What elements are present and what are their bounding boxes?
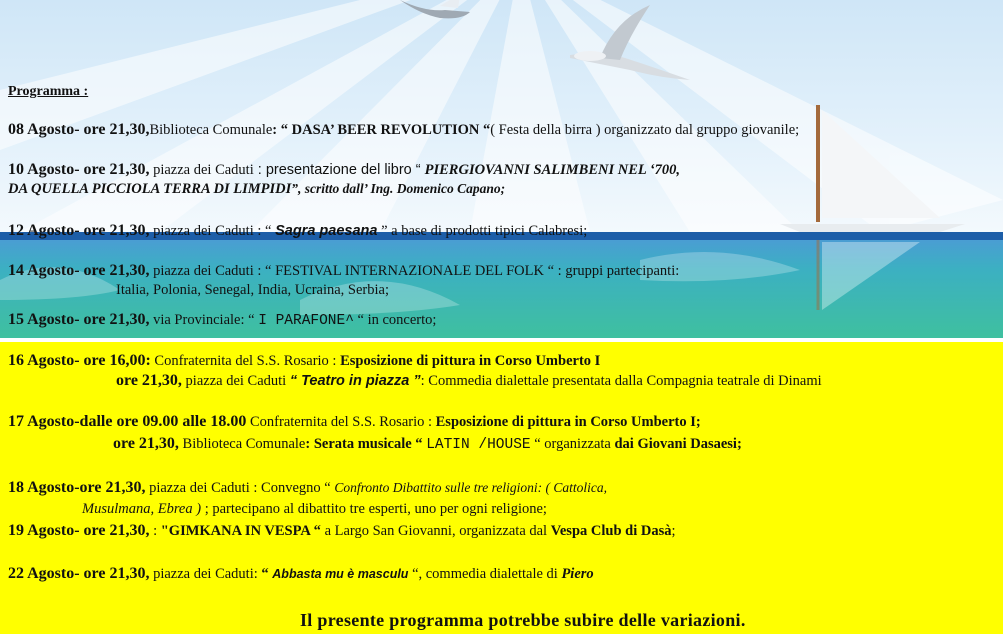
event-17-agosto — [8, 413, 701, 431]
event-title: Musulmana, Ebrea ) — [82, 501, 202, 517]
event-title: Sagra paesana — [275, 223, 378, 239]
event-place: : — [149, 523, 161, 539]
event-colon: : Serata musicale “ — [305, 436, 427, 452]
event-place: piazza dei Caduti : “ — [149, 223, 276, 239]
event-18-agosto-line2 — [82, 501, 547, 518]
event-title: Esposizione di pittura in Corso Umberto I; — [435, 414, 701, 430]
event-organizer: Vespa Club di Dasà — [550, 523, 672, 539]
disclaimer-footer: Il presente programma potrebbe subire delle variazioni. — [300, 610, 746, 630]
event-description: ( Festa della birra ) organizzato dal gruppo giovanile; — [490, 122, 800, 138]
event-date: 10 Agosto- ore 21,30, — [8, 161, 150, 178]
event-title: “ Teatro in piazza ” — [289, 373, 421, 389]
event-title: I PARAFONE^ — [258, 313, 354, 329]
event-date: 15 Agosto- ore 21,30, — [8, 311, 150, 328]
event-date: 18 Agosto-ore 21,30, — [8, 479, 146, 496]
event-08-agosto — [8, 121, 799, 139]
event-time: ore 21,30, — [113, 435, 179, 452]
event-place: piazza dei Caduti — [181, 373, 290, 389]
event-date: 14 Agosto- ore 21,30, — [8, 262, 150, 279]
event-title: DA QUELLA PICCIOLA TERRA DI LIMPIDI — [8, 181, 292, 197]
program-heading: Programma : — [8, 84, 89, 99]
event-date: 19 Agosto- ore 21,30, — [8, 522, 150, 539]
event-participants: Italia, Polonia, Senegal, India, Ucraina, Serbia; — [116, 282, 389, 298]
event-description: “ in concerto; — [353, 312, 437, 328]
event-author: Piero — [561, 566, 594, 582]
event-organizer: dai Giovani Dasaesi; — [614, 436, 742, 452]
event-22-agosto — [8, 565, 594, 583]
event-place: Confraternita del S.S. Rosario : — [150, 353, 341, 369]
event-date: 22 Agosto- ore 21,30, — [8, 565, 150, 582]
event-description: ; partecipano al dibattito tre esperti, uno per ogni religione; — [201, 501, 547, 517]
event-title: Confronto Dibattito sulle tre religioni: ( Cattolica, — [334, 480, 607, 495]
event-date: 16 Agosto- ore 16,00: — [8, 352, 151, 369]
event-12-agosto — [8, 222, 587, 240]
event-colon: : — [272, 122, 281, 138]
event-18-agosto — [8, 479, 607, 497]
event-title: Abbasta mu è masculu — [272, 567, 409, 581]
event-10-agosto-line2 — [8, 181, 505, 198]
event-16-agosto-line2 — [116, 372, 822, 390]
event-date: 08 Agosto- ore 21,30, — [8, 121, 150, 138]
event-place: Biblioteca Comunale — [178, 436, 306, 452]
event-description: piazza dei Caduti : “ FESTIVAL INTERNAZIONALE DEL FOLK “ : gruppi partecipanti: — [149, 263, 680, 279]
event-place: piazza dei Caduti: — [149, 566, 262, 582]
event-title: Esposizione di pittura in Corso Umberto I — [340, 353, 601, 369]
event-quote: “ — [261, 566, 273, 582]
event-19-agosto — [8, 522, 676, 540]
event-title: "GIMKANA IN VESPA “ — [160, 523, 321, 539]
event-title: “ DASA’ BEER REVOLUTION “ — [280, 122, 491, 138]
event-description: ” a base di prodotti tipici Calabresi; — [377, 223, 588, 239]
event-place: piazza dei Caduti : Convegno “ — [145, 480, 335, 496]
event-title: PIERGIOVANNI SALIMBENI NEL ‘700, — [424, 162, 681, 178]
event-place: Confraternita del S.S. Rosario : — [246, 414, 436, 430]
event-description: ”, scritto dall’ Ing. Domenico Capano; — [291, 181, 506, 196]
event-place: Biblioteca Comunale — [149, 122, 273, 138]
event-description: “, commedia dialettale di — [408, 566, 562, 582]
event-description: “ organizzata — [530, 436, 615, 452]
event-date: 12 Agosto- ore 21,30, — [8, 222, 150, 239]
event-16-agosto — [8, 352, 600, 370]
event-17-agosto-line2 — [113, 435, 742, 453]
event-description: ; — [671, 523, 676, 539]
event-place: via Provinciale: “ — [149, 312, 259, 328]
event-10-agosto — [8, 161, 680, 179]
event-time: ore 21,30, — [116, 372, 182, 389]
event-description: : Commedia dialettale presentata dalla Compagnia teatrale di Dinami — [420, 373, 822, 389]
event-14-agosto — [8, 262, 679, 280]
event-date: 17 Agosto-dalle ore 09.00 alle 18.00 — [8, 413, 247, 430]
event-14-agosto-line2 — [116, 282, 389, 299]
event-description: : presentazione del libro “ — [253, 162, 425, 178]
event-place: piazza dei Caduti — [149, 162, 254, 178]
event-title: LATIN /HOUSE — [426, 437, 531, 453]
event-15-agosto — [8, 311, 436, 329]
event-description: a Largo San Giovanni, organizzata dal — [320, 523, 551, 539]
